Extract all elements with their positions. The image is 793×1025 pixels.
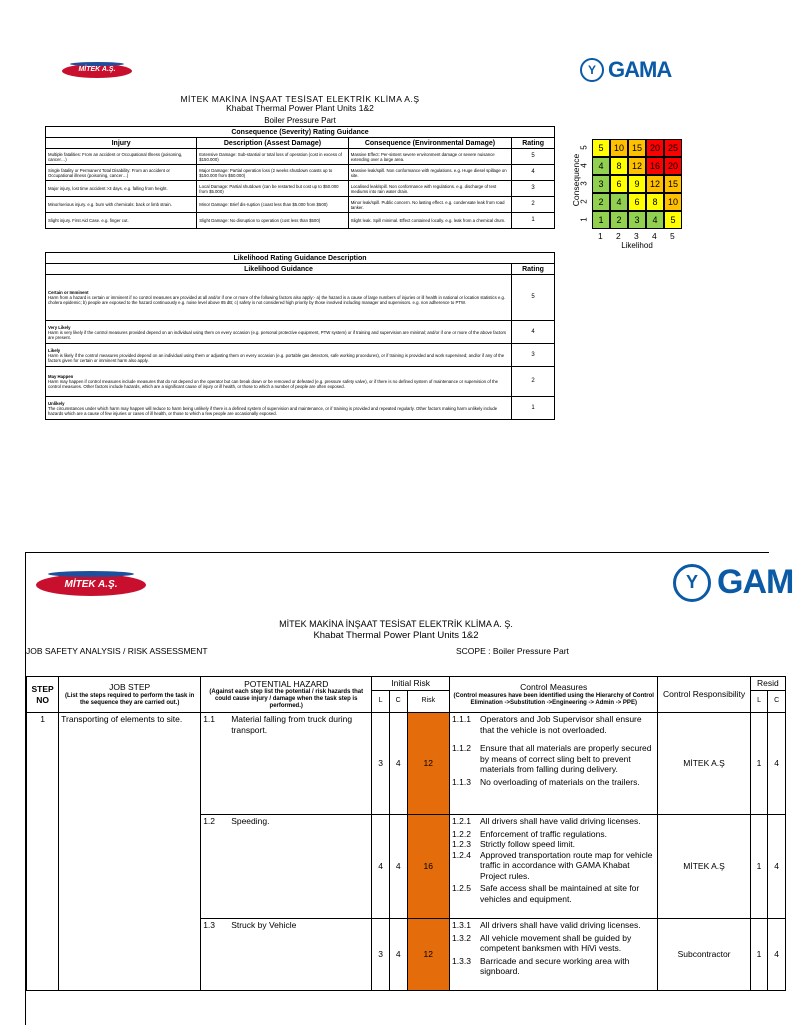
mitek-logo-text: MİTEK A.Ş.: [78, 66, 116, 73]
table-row: [46, 275, 555, 321]
rating-cell: 3: [512, 344, 555, 367]
matrix-cell: 25: [664, 139, 682, 157]
header-l: L: [372, 691, 390, 713]
matrix-cell: 12: [628, 157, 646, 175]
control-no: 1.1.3: [452, 776, 471, 787]
header-hazard-sub: (Against each step list the potential / risk hazards that could cause injury / damage when the task step is performed.): [209, 689, 364, 710]
likelihood-table-title: Likelihood Rating Guidance Description: [46, 253, 555, 264]
cell: Major Damage: Partial operation loss (2 weeks shutdown coasts up to $150.000 from $50.000): [197, 165, 348, 181]
header-control-sub2: Elimination ->Substitution ->Engineering -> Admin -> PPE): [470, 699, 637, 706]
matrix-row-label: 4: [579, 163, 589, 168]
likelihood-text: The circumstances under which harm may happen will reduce to harm being unlikely if there is a defined system of supervision and maintenance, or if training is provided and repeated regularly. Other factors making harm unlikely include hazards which are a cause of few injuries or cases of ill health, or those to which a few people are occasionally exposed.: [48, 405, 498, 416]
jsa-title: JOB SAFETY ANALYSIS / RISK ASSESSMENT: [26, 646, 208, 656]
gama-logo-icon: Y: [580, 58, 604, 82]
matrix-cell: 6: [610, 175, 628, 193]
matrix-row-label: 3: [579, 181, 589, 186]
hazard-text: Struck by Vehicle: [231, 920, 297, 930]
mitek-logo: [62, 62, 132, 80]
consequence-value: 4: [389, 713, 407, 815]
control-no: 1.2.5: [452, 883, 471, 893]
matrix-cell: 12: [646, 175, 664, 193]
responsibility: MİTEK A.Ş: [658, 815, 750, 919]
matrix-cell: 5: [592, 139, 610, 157]
residual-consequence: 4: [768, 815, 786, 919]
likelihood-level: Unlikely: [48, 400, 65, 406]
matrix-col-label: 4: [652, 231, 657, 241]
control-text: All drivers shall have valid driving licenses.: [480, 816, 641, 826]
matrix-col-label: 5: [670, 231, 675, 241]
header-c: C: [389, 691, 407, 713]
matrix-row-label: 5: [579, 145, 589, 150]
responsibility: Subcontractor: [658, 919, 750, 991]
cell: Massive Effect: Per-sistent severe environment damage or severe nuisance extending over a large area.: [348, 149, 511, 165]
residual-likelihood: 1: [750, 815, 768, 919]
gama-logo-text: GAM: [717, 563, 793, 601]
gama-logo: [673, 563, 793, 602]
table-row: [27, 713, 786, 815]
likelihood-text: Harm is likely if the control measures provided depend on an individual using them or adjusting them on every occasion (e.g. portable gas detectors, safe working procedures), or if training is provided and work supervised; and/or if any of the factors given for certain or imminent harm also apply.: [48, 352, 505, 363]
cell: Localised leak/spill. Non conformance with regulations. e.g. discharge of test mediums into rain water drain.: [348, 181, 511, 197]
likelihood-level: Very Likely: [48, 324, 71, 330]
control-text: Barricade and secure working area with signboard.: [480, 955, 630, 976]
likelihood-table: [45, 252, 555, 420]
risk-value: 12: [407, 713, 450, 815]
matrix-cell: 10: [664, 193, 682, 211]
matrix-cell: 8: [646, 193, 664, 211]
step-no: 1: [27, 713, 59, 991]
matrix-col-label: 2: [616, 231, 621, 241]
part-title: Boiler Pressure Part: [264, 116, 336, 125]
risk-value: 16: [407, 815, 450, 919]
table-row: [46, 165, 555, 181]
consequence-value: 4: [389, 815, 407, 919]
header-rating: Rating: [512, 264, 555, 275]
control-no: 1.3.3: [452, 955, 471, 966]
rating-cell: 4: [512, 321, 555, 344]
header-job-step-sub: (List the steps required to perform the task in the sequence they are carried out.): [64, 692, 195, 706]
cell: [46, 367, 512, 397]
header-rating: Rating: [512, 138, 555, 149]
cell: Minor Damage: Brief dis-ruption (coast less than $5.000 from $500): [197, 197, 348, 213]
matrix-cell: 16: [646, 157, 664, 175]
cell: [46, 275, 512, 321]
table-row: [46, 367, 555, 397]
likelihood-text: Harm from a hazard is certain or imminent if no control measures are provided at all and/or if one or more of the following factors also apply:- a) the hazard is a cause of large numbers of injuries or ill health in national or location statistics e.g. cholera epidemic; b) people are exposed to the hazard continuously e.g. noise level above 85 dB; c) safety is not considered high priority by those involved including manager and supervisors. e.g. non adherence to PTW.: [48, 295, 506, 305]
matrix-col-label: 1: [598, 231, 603, 241]
header-hazard: [201, 677, 372, 713]
project-title: Khabat Thermal Power Plant Units 1&2: [313, 630, 479, 641]
likelihood-level: Certain or Imminent: [48, 290, 89, 295]
cell: Slight Damage: No disruption to operation (cost less than $500): [197, 213, 348, 229]
header-job-step-label: JOB STEP: [109, 682, 151, 693]
header-responsibility: Control Responsibility: [658, 677, 750, 713]
company-title: MİTEK MAKİNA İNŞAAT TESİSAT ELEKTRİK KLİMA A.Ş: [180, 94, 420, 104]
table-row: [46, 344, 555, 367]
cell: Massive leak/spill. Non conformance with regulations. e.g. Huge diesel spillage on site.: [348, 165, 511, 181]
matrix-cell: 10: [610, 139, 628, 157]
likelihood-text: Harm may happen if control measures include measures that do not depend on the operator but can break down or be removed or defeated (e.g. pressure safety valve), or if there is no defined system of maintenance or supervision of the control measures. Other factors include hazards, which are a significant cause of injury or ill health, or those to which a number of people are often exposed.: [48, 379, 498, 389]
control-text: Strictly follow speed limit.: [480, 839, 575, 849]
company-title: MİTEK MAKİNA İNŞAAT TESİSAT ELEKTRİK KLİMA A. Ş.: [279, 619, 513, 629]
control-text: All drivers shall have valid driving licenses.: [480, 920, 641, 930]
table-row: [46, 181, 555, 197]
control-text: No overloading of materials on the trailers.: [480, 776, 640, 787]
likelihood-value: 3: [372, 919, 390, 991]
header-hazard-label: POTENTIAL HAZARD: [244, 678, 329, 689]
rating-cell: 3: [512, 181, 555, 197]
cell: Slight injury. First Aid Case. e.g. finger cut.: [46, 213, 197, 229]
matrix-cell: 4: [646, 211, 664, 229]
table-row: [46, 149, 555, 165]
control-text: All vehicle movement shall be guided by competent banksmen with HiVi vests.: [480, 932, 632, 953]
control-no: 1.3.1: [452, 920, 471, 930]
matrix-cell: 3: [592, 175, 610, 193]
consequence-table: [45, 126, 555, 229]
hazard-cell: [201, 713, 372, 815]
likelihood-level: Likely: [48, 347, 61, 353]
likelihood-value: 3: [372, 713, 390, 815]
project-title: Khabat Thermal Power Plant Units 1&2: [226, 103, 374, 113]
matrix-xlabel: Likelihod: [621, 241, 653, 250]
header-control-sub: (Control measures have been identified using the Hierarchy of Control: [453, 692, 654, 699]
matrix-cell: 9: [628, 175, 646, 193]
cell: Local Damage: Partial shutdown (can be restarted but cost up to $50.000 from $5.000): [197, 181, 348, 197]
header-residual: Resid: [750, 677, 785, 691]
hazard-no: 1.2: [203, 816, 216, 826]
header-job-step: [59, 677, 201, 713]
matrix-cell: 15: [664, 175, 682, 193]
mitek-logo: [36, 571, 146, 597]
matrix-cell: 3: [628, 211, 646, 229]
jsa-scope: SCOPE : Boiler Pressure Part: [456, 646, 569, 656]
table-row: [46, 197, 555, 213]
hazard-no: 1.1: [203, 714, 216, 724]
control-no: 1.2.1: [452, 816, 471, 826]
cell: Major injury, lost time accident >3 days. e.g. falling from height.: [46, 181, 197, 197]
matrix-row-label: 2: [579, 199, 589, 204]
matrix-cell: 15: [628, 139, 646, 157]
job-step-text: Transporting of elements to site.: [59, 713, 201, 991]
matrix-cell: 2: [592, 193, 610, 211]
matrix-cell: 2: [610, 211, 628, 229]
control-no: 1.2.3: [452, 839, 471, 849]
risk-value: 12: [407, 919, 450, 991]
header-likelihood: Likelihood Guidance: [46, 264, 512, 275]
cell: [46, 344, 512, 367]
matrix-cell: 1: [592, 211, 610, 229]
consequence-value: 4: [389, 919, 407, 991]
control-text: Enforcement of traffic regulations.: [480, 828, 607, 839]
rating-cell: 2: [512, 197, 555, 213]
residual-consequence: 4: [768, 919, 786, 991]
rating-cell: 5: [512, 275, 555, 321]
matrix-cell: 20: [664, 157, 682, 175]
control-cell: [450, 919, 658, 991]
control-text: Ensure that all materials are properly secured by means of correct sling belt to prevent materials from falling during delivery.: [480, 743, 652, 774]
rating-cell: 1: [512, 213, 555, 229]
matrix-cell: 20: [646, 139, 664, 157]
header-step-no: STEP NO: [27, 677, 59, 713]
matrix-cell: 4: [592, 157, 610, 175]
hazard-text: Speeding.: [231, 816, 270, 826]
header-rl: L: [750, 691, 768, 713]
hazard-no: 1.3: [203, 920, 216, 930]
residual-likelihood: 1: [750, 713, 768, 815]
job-safety-analysis-page: [25, 552, 793, 1025]
cell: [46, 397, 512, 420]
control-text: Approved transportation route map for vehicle traffic in accordance with GAMA Khabat Project rules.: [480, 849, 653, 881]
matrix-row-label: 1: [579, 217, 589, 222]
likelihood-text: Harm is very likely if the control measures provided depend on an individual using them on every occasion (e.g. personal protective equipment, PTW system) or if training and supervision are minimal; and/or if one or more of the above factors are present.: [48, 329, 507, 340]
rating-cell: 4: [512, 165, 555, 181]
gama-logo: [580, 57, 671, 83]
cell: Slight leak. Spill minimal. Effect contained locally. e.g. leak from a chemical drum.: [348, 213, 511, 229]
control-no: 1.2.4: [452, 849, 471, 860]
matrix-ylabel: Consequence: [571, 153, 581, 207]
control-no: 1.2.2: [452, 828, 471, 839]
likelihood-level: May Happen: [48, 374, 74, 379]
control-no: 1.1.1: [452, 714, 471, 724]
cell: Minor leak/spill. Public concern. No lasting effect. e.g. condensate leak from road tanker.: [348, 197, 511, 213]
consequence-table-title: Consequence (Severity) Rating Guidance: [46, 127, 555, 138]
matrix-col-label: 3: [634, 231, 639, 241]
gama-logo-text: GAMA: [608, 57, 672, 82]
control-text: Safe access shall be maintained at site for vehicles and equipment.: [480, 883, 640, 904]
table-row: [46, 213, 555, 229]
header-control: [450, 677, 658, 713]
likelihood-value: 4: [372, 815, 390, 919]
header-risk: Risk: [407, 691, 450, 713]
matrix-cell: 8: [610, 157, 628, 175]
header-asset: Description (Assest Damage): [197, 138, 348, 149]
hazard-text: Material falling from truck during transport.: [231, 714, 353, 735]
table-row: [46, 397, 555, 420]
control-text: Operators and Job Supervisor shall ensure that the vehicle is not overloaded.: [480, 714, 642, 735]
header-injury: Injury: [46, 138, 197, 149]
header-environment: Consequence (Environmental Damage): [348, 138, 511, 149]
header-rc: C: [768, 691, 786, 713]
header-control-label: Control Measures: [520, 682, 588, 693]
gama-logo-icon: Y: [673, 564, 711, 602]
cell: Multiple fatalities: From an accident or Occupational Illness (poisoning, cancer…): [46, 149, 197, 165]
residual-consequence: 4: [768, 713, 786, 815]
risk-guidance-page: [0, 0, 768, 520]
table-row: [46, 321, 555, 344]
cell: Single fatality or Permanent Total Disability: From an accident or Occupational illness (poisoning, cancer…): [46, 165, 197, 181]
responsibility: MİTEK A.Ş: [658, 713, 750, 815]
matrix-cell: 4: [610, 193, 628, 211]
cell: Extensive Damage: Sub-stantial or total loss of operation (cost in excess of $150.000): [197, 149, 348, 165]
residual-likelihood: 1: [750, 919, 768, 991]
matrix-cell: 6: [628, 193, 646, 211]
control-cell: [450, 815, 658, 919]
rating-cell: 2: [512, 367, 555, 397]
jsa-table: [26, 676, 786, 991]
hazard-cell: [201, 815, 372, 919]
control-no: 1.3.2: [452, 932, 471, 943]
rating-cell: 5: [512, 149, 555, 165]
control-no: 1.1.2: [452, 743, 471, 753]
control-cell: [450, 713, 658, 815]
hazard-cell: [201, 919, 372, 991]
cell: [46, 321, 512, 344]
header-initial-risk: Initial Risk: [372, 677, 450, 691]
matrix-cell: 5: [664, 211, 682, 229]
rating-cell: 1: [512, 397, 555, 420]
mitek-logo-text: MİTEK A.Ş.: [64, 579, 118, 590]
cell: Minor/serious injury. e.g. burn with chemicals: back or limb strain.: [46, 197, 197, 213]
